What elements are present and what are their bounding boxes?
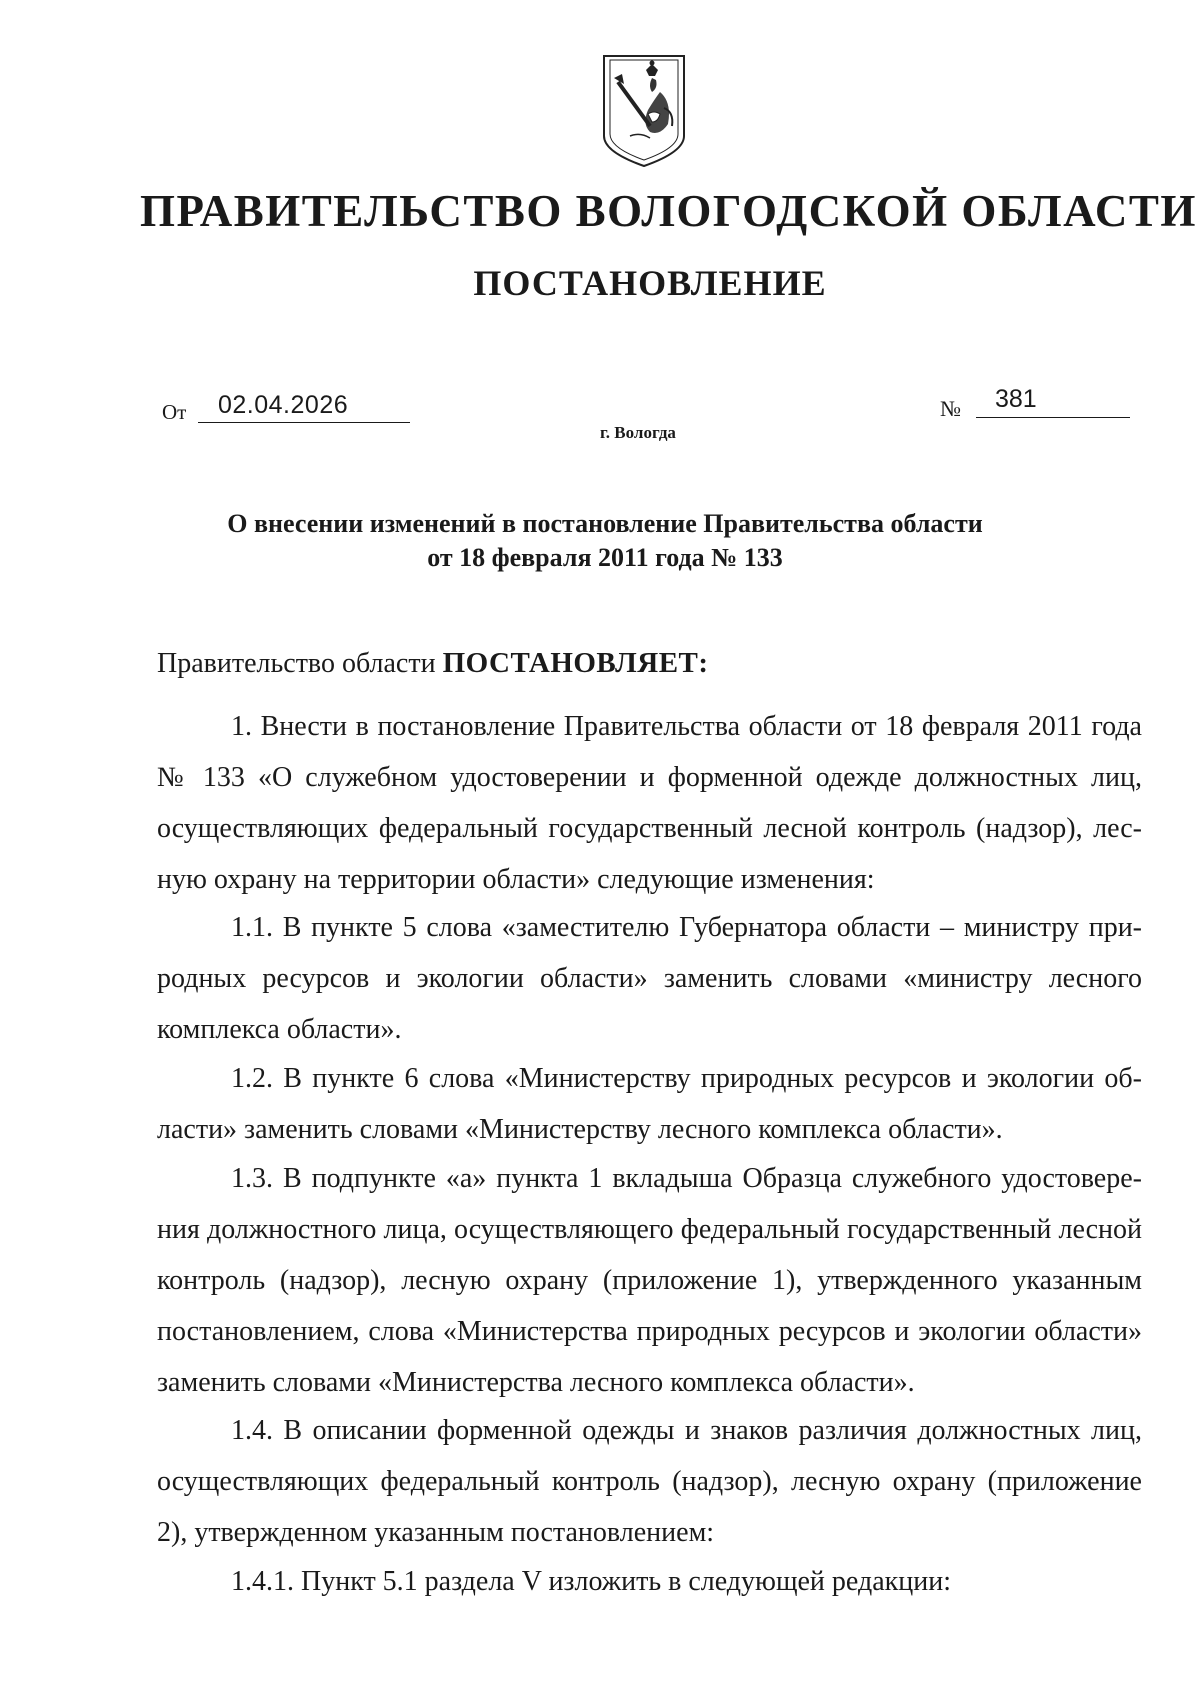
document-date: 02.04.2026 xyxy=(218,391,349,419)
paragraph-1-4: 1.4. В описании форменной одежды и знаков различия должностных лиц, осуществляющих федеральный контроль (надзор), лесную охрану (приложение 2), утвержденном указанным постановлением: xyxy=(157,1415,1142,1548)
city: г. Вологда xyxy=(600,423,676,442)
document-type: ПОСТАНОВЛЕНИЕ xyxy=(473,263,827,303)
preamble-text: Правительство области xyxy=(157,648,443,679)
subject-line-1: О внесении изменений в постановление Правительства области xyxy=(227,509,983,538)
document-number: 381 xyxy=(995,385,1037,413)
preamble xyxy=(157,647,709,680)
preamble-keyword: ПОСТАНОВЛЯЕТ: xyxy=(442,647,709,679)
document-subject xyxy=(180,507,1030,575)
date-label: От xyxy=(162,400,187,424)
organization-title: ПРАВИТЕЛЬСТВО ВОЛОГОДСКОЙ ОБЛАСТИ xyxy=(140,186,1197,236)
paragraph-1-1: 1.1. В пункте 5 слова «заместителю Губернатора области – министру природных ресурсов и экологии области» заменить словами «министру лесного комплекса области». xyxy=(157,912,1142,1045)
paragraph-1-2: 1.2. В пункте 6 слова «Министерству природных ресурсов и экологии области» заменить словами «Министерству лесного комплекса области». xyxy=(157,1063,1142,1145)
paragraph-1-3: 1.3. В подпункте «а» пункта 1 вкладыша Образца служебного удостоверения должностного лица, осуществляющего федеральный государственный лесной контроль (надзор), лесную охрану (приложение 1), утвержденного указанным постановлением, слова «Министерства природных ресурсов и экологии области» заменить словами «Министерства лесного комплекса области». xyxy=(157,1163,1142,1398)
coat-of-arms-icon xyxy=(600,52,688,170)
subject-line-2: от 18 февраля 2011 года № 133 xyxy=(427,543,783,572)
number-label: № xyxy=(940,396,961,421)
paragraph-1-4-1: 1.4.1. Пункт 5.1 раздела V изложить в следующей редакции: xyxy=(231,1566,951,1597)
paragraph-1: 1. Внести в постановление Правительства области от 18 февраля 2011 года № 133 «О служебном удостоверении и форменной одежде должностных лиц, осуществляющих федеральный государственный лесной контроль (надзор), лесную охрану на территории области» следующие изменения: xyxy=(157,711,1142,895)
